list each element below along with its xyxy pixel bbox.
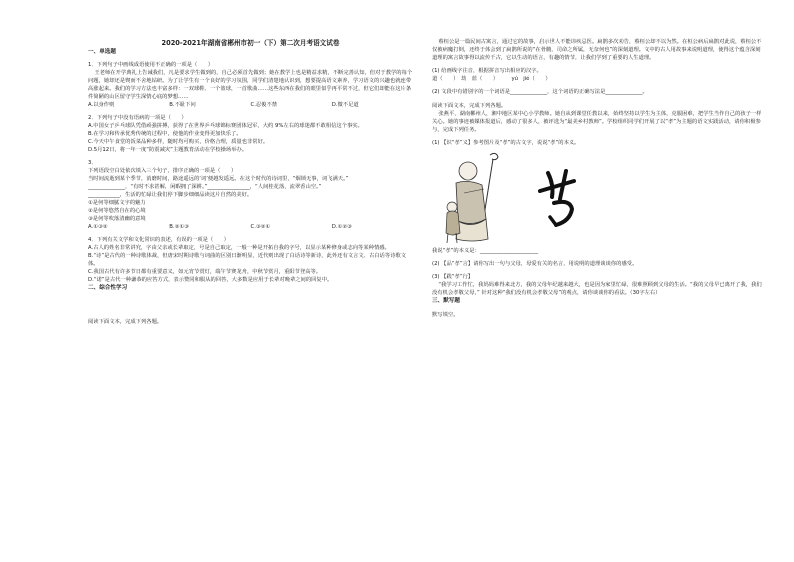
option-d[interactable]: D.①②③ [331, 224, 352, 230]
sub-question-5 [432, 273, 762, 297]
option-b[interactable]: B.“诗”是古代的一种诗歌体裁，但唐宋时期诗歌与词曲的区别日渐明显，近代则出现了白话诗等新诗，此外还有文言文、古白话等诗歌文体。 [88, 253, 407, 267]
reading-passage: 蔡桓公是一篇民间古寓言，通过它的故事，启示世人不能讳疾忌医。扁鹊多次劝告，蔡桓公却不以为然。在桓公病后扁鹊对此说，蔡桓公不仅被病魔打倒，还终于体会到了扁鹊所说的“在骨髓，司命之所属，无奈何也”的深刻道理。文中的古人用故事来说明道理，使得这个蕴含深刻道理的寓言故事得以流传千古，它以生动的语言，有趣的情节，让我们学到了重要的人生道理。 [432, 39, 762, 61]
sub-question-3 [432, 139, 762, 255]
option-d[interactable]: D.微不足道 [331, 102, 359, 108]
sub-question-5-passage: “我学习工作忙，我妈妈难得来北方，我的父母年纪越来越大，也是因为家里忙碌，很难照顾到父母的生活。“我的父母早已离开了我，我们没有机会孝敬父母，” 针对这种“我们没有机会孝敬父母”的观点，请你谈谈你的看法。（30字左右） [432, 282, 762, 296]
sub-question-4-stem: (2) 【品“孝”言】请你写出一句与父母，母爱有关的名言，用说明的道理谈谈你的感受。 [432, 261, 638, 267]
sub-question-3-stem: (1) 【识“孝”义】参考图片及“孝”的古文字，说说“孝”的本义。 [432, 140, 580, 146]
question-3-choice: ③是何等吹落清幽的意境 [88, 216, 146, 222]
question-1-options [88, 101, 413, 109]
question-4-stem: 4．下列有关文学和文化常识的表述，有误的一项是（ ） [88, 237, 230, 243]
option-c[interactable]: C.我国古代有许多节日都有重要意义，如元宵节赏灯，端午节赛龙舟，中秋节赏月，重阳节登高等。 [88, 269, 322, 275]
question-1-stem: 1．下列句子中画线成语使用不正确的一项是（ ） [88, 62, 214, 68]
option-c[interactable]: C.忍俊不禁 [250, 102, 278, 108]
page-title: 2020-2021年湖南省郴州市初一（下）第二次月考语文试卷 [161, 39, 340, 47]
sub-question-1-stem: (1) 给画线字注音，根据拼音写出相应的汉字。 [432, 68, 542, 74]
option-c[interactable]: C.③②① [250, 224, 271, 230]
question-3-line: ______________，“有时不求甚解，闲暇拥了深耕。”________________，“人间桂花落，流翠香山空。” [88, 184, 322, 190]
question-3-line: ____________，生活的忙碌让我们停下脚步细细品读这片自然的美好。 [88, 192, 253, 198]
question-1-passage: 王老师在开学典礼上告诫我们，凡是要求学生做到的，自己必须首先做到；她在教学上也是精益求精，不断完善认知，但对于教学的每个问题，她却还是锲而不舍地钻研。为了让学生有一个良好的学习氛围，同学们清楚地认识到，想要提高语文素养，学习语文的兴趣也就连带高涨起来。我们的学习方法也丰富多样：一双球鞋、一个篮球，一首歌曲……这些东西在我们的眼里似乎再平常不过，但它们却能在这片条件简陋的山区留守学生深情心底的梦想…… [88, 70, 413, 100]
option-a[interactable]: A.以身作则 [88, 102, 115, 108]
option-a[interactable]: A.①③② [88, 224, 108, 230]
question-2-stem: 2．下列句子中没有语病的一项是（ ） [88, 115, 187, 121]
option-b[interactable]: B.在学习和传承优秀传统的过程中，使他的作业变得更加快乐了。 [88, 131, 242, 137]
question-3-stem: 下列语段空白处依次填入三个句子，排序正确的一项是（ ） [88, 168, 237, 174]
sub-question-3-answer[interactable]: 我说“孝”的本义是：______________________ [432, 248, 539, 254]
reading-passage-2: 张燕平，湖南郴州人，湘中地区某中心小学教师。她自从到课堂任教以来，始终坚持以学生为主体，克服困难，把学生当作自己的孩子一样关心。她的事迹被媒体报道后，感动了很多人，被评选为“最美乡村教师”。学校组织同学们开展了以“孝”为主题的语文实践活动，请你积极参与，完成下列任务。 [432, 111, 762, 133]
option-a[interactable]: A.古人的姓名非常讲究，字由父亲或长辈取定，号是自己取定，一般一种是开拓自我的字号，以显示某种修身或志向等某种情感。 [88, 245, 390, 251]
question-3-number: 3． [88, 160, 97, 166]
right-column [432, 38, 762, 319]
xiao-figure [432, 149, 762, 245]
question-3-choice: ②是何等悠然自在的心境 [88, 208, 146, 214]
question-3-passage: 当时间流逝到某个季节，消磨时间，路途遥远的‘词’便越发遥远。在这个时代的诗词里，“烟锁无事，词飞满天。” [88, 176, 349, 182]
elder-child-illustration [438, 149, 518, 245]
question-4 [88, 236, 413, 284]
question-3 [88, 159, 413, 231]
sub-question-1 [432, 67, 762, 83]
sub-question-5-stem: (3) 【践“孝”行】 [432, 274, 474, 280]
reading-prompt-2: 阅读下面文本，完成下列各题。 [432, 103, 507, 109]
question-1 [88, 61, 413, 109]
ancient-xiao-character [530, 163, 590, 233]
question-2 [88, 114, 413, 154]
option-c[interactable]: C.今天中午食堂的饭菜品种多样，随时均可购买，价格合理，质量也非常好。 [88, 139, 269, 145]
question-3-options [88, 223, 413, 231]
section-heading-comprehensive: 二、综合性学习 [88, 285, 128, 291]
option-b[interactable]: B.②①③ [169, 224, 189, 230]
sub-question-2-stem[interactable]: (2) 文段中有错别字的一个词语是______________，这个词语的正确写法是______________。 [432, 89, 648, 95]
sub-question-1-line[interactable]: 道（ ） 劫 蓝（ ） yú jié（ ） [432, 76, 551, 82]
left-column [88, 38, 413, 326]
option-b[interactable]: B.不耻下问 [169, 102, 196, 108]
reading-prompt: 阅读下面文本，完成下列各题。 [88, 319, 163, 325]
section-heading-single-choice: 一、单选题 [88, 49, 116, 55]
sub-question-2 [432, 88, 762, 96]
option-d[interactable]: D.5月12日，将一年一度“防震减灾”主题教育活动在学校操场举办。 [88, 147, 248, 153]
dictation-prompt: 默写填空。 [432, 312, 459, 318]
option-a[interactable]: A.中国女子乒乓球队凭借顽强拼搏，获得了在世界乒乓球锦标赛团体冠军，大约 9%左右的球迷都不敢相信这个事实。 [88, 123, 363, 129]
section-heading-dictation: 三、默写题 [432, 298, 460, 304]
option-d[interactable]: D.“诺”是古代一种谦恭的应答方式，表示赞同和服从的回答，大多数是应用于长辈对晚辈之间的回复中。 [88, 277, 333, 283]
sub-question-4 [432, 260, 762, 268]
question-3-choice: ①是何等细腻文字的魅力 [88, 200, 146, 206]
